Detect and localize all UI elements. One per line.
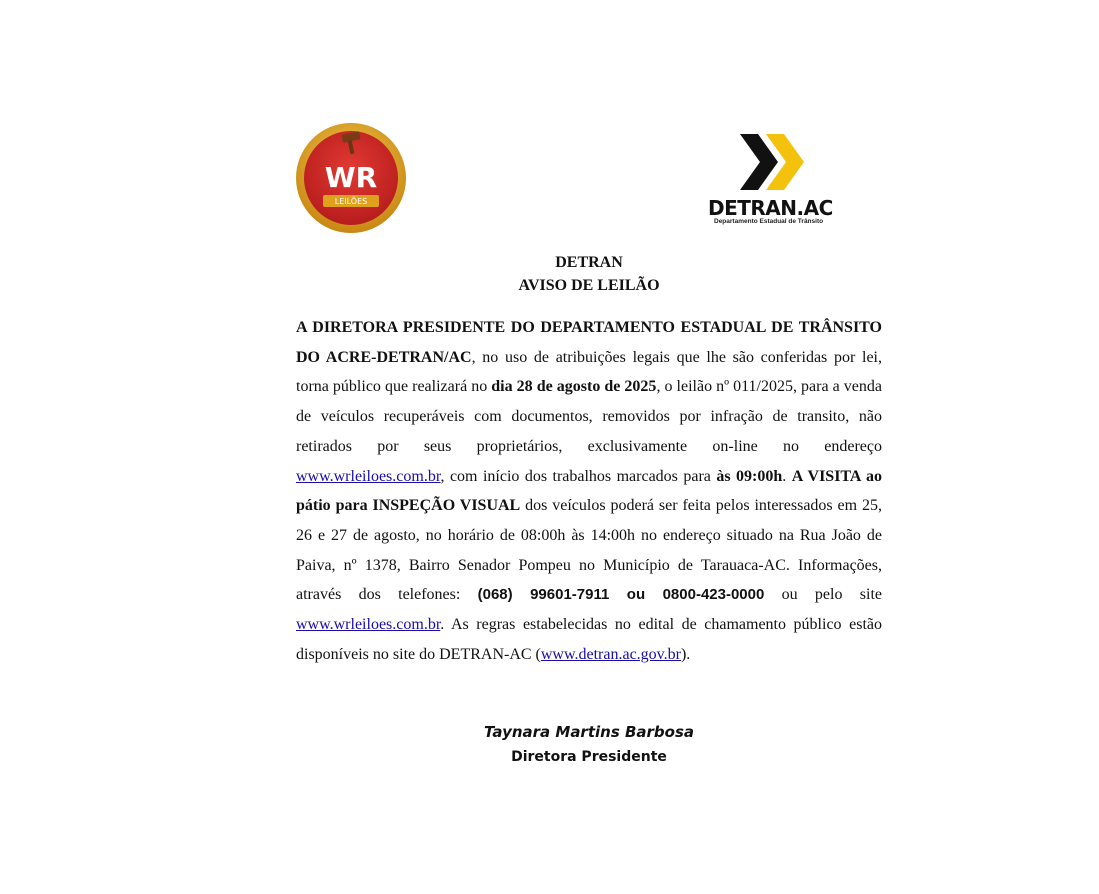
- body-text-4: dos veículos poderá ser feita pelos interessados em 25, 26 e 27 de agosto, no horário de 08:00h às 14:00h no endereço situado na Rua João de Paiva, nº 1378, Bairro Senador Pompeu no Município de Tarauaca-AC. Informações, através dos telefones:: [296, 497, 882, 604]
- detran-logo-subtitle: Departamento Estadual de Trânsito: [714, 218, 824, 225]
- body-text-2: , o leilão nº 011/2025, para a venda de veículos recuperáveis com documentos, removidos por infração de transito, não retirados por seus proprietários, exclusivamente on-line no endereço: [296, 378, 882, 455]
- body-text-3-end: .: [782, 467, 787, 485]
- notice-paragraph: [296, 313, 882, 669]
- start-time: às 09:00h: [716, 467, 783, 485]
- wr-leiloes-logo-graphic: [293, 123, 409, 233]
- body-text-3: , com início dos trabalhos marcados para: [440, 467, 717, 485]
- body-text-7: ).: [680, 645, 691, 663]
- signatory-role: Diretora Presidente: [511, 749, 667, 765]
- chevron-arrows-icon: [708, 130, 838, 194]
- signatory-name: Taynara Martins Barbosa: [483, 723, 695, 741]
- body-text-5: ou pelo site: [764, 586, 882, 604]
- auction-date: dia 28 de agosto de 2025: [491, 378, 657, 396]
- wr-logo-initials: WR: [324, 161, 378, 194]
- notice-title: AVISO DE LEILÃO: [518, 277, 660, 294]
- body-text-6: . As regras estabelecidas no edital de chamamento público estão disponíveis no site do DETRAN-AC (: [296, 616, 882, 663]
- detran-site-link[interactable]: www.detran.ac.gov.br: [540, 645, 681, 663]
- body-text-1: , no uso de atribuições legais que lhe são conferidas por lei, torna público que realizará no: [296, 348, 882, 396]
- detran-ac-logo: [708, 130, 838, 230]
- notice-body: [296, 313, 882, 669]
- detran-logo-name: DETRAN.AC: [708, 196, 833, 220]
- wr-logo-tagline: LEILÕES: [334, 197, 368, 206]
- wrleiloes-link-2[interactable]: www.wrleiloes.com.br: [296, 616, 441, 634]
- issuer-bold: A DIRETORA PRESIDENTE DO DEPARTAMENTO ESTADUAL DE TRÂNSITO DO ACRE-DETRAN/AC: [296, 319, 882, 366]
- notice-issuer: DETRAN: [555, 254, 623, 271]
- phone-numbers: (068) 99601-7911 ou 0800-423-0000: [477, 586, 765, 604]
- visit-bold: A VISITA ao pátio para INSPEÇÃO VISUAL: [296, 467, 883, 515]
- wrleiloes-link[interactable]: www.wrleiloes.com.br: [296, 467, 441, 485]
- wr-leiloes-logo: [293, 123, 409, 233]
